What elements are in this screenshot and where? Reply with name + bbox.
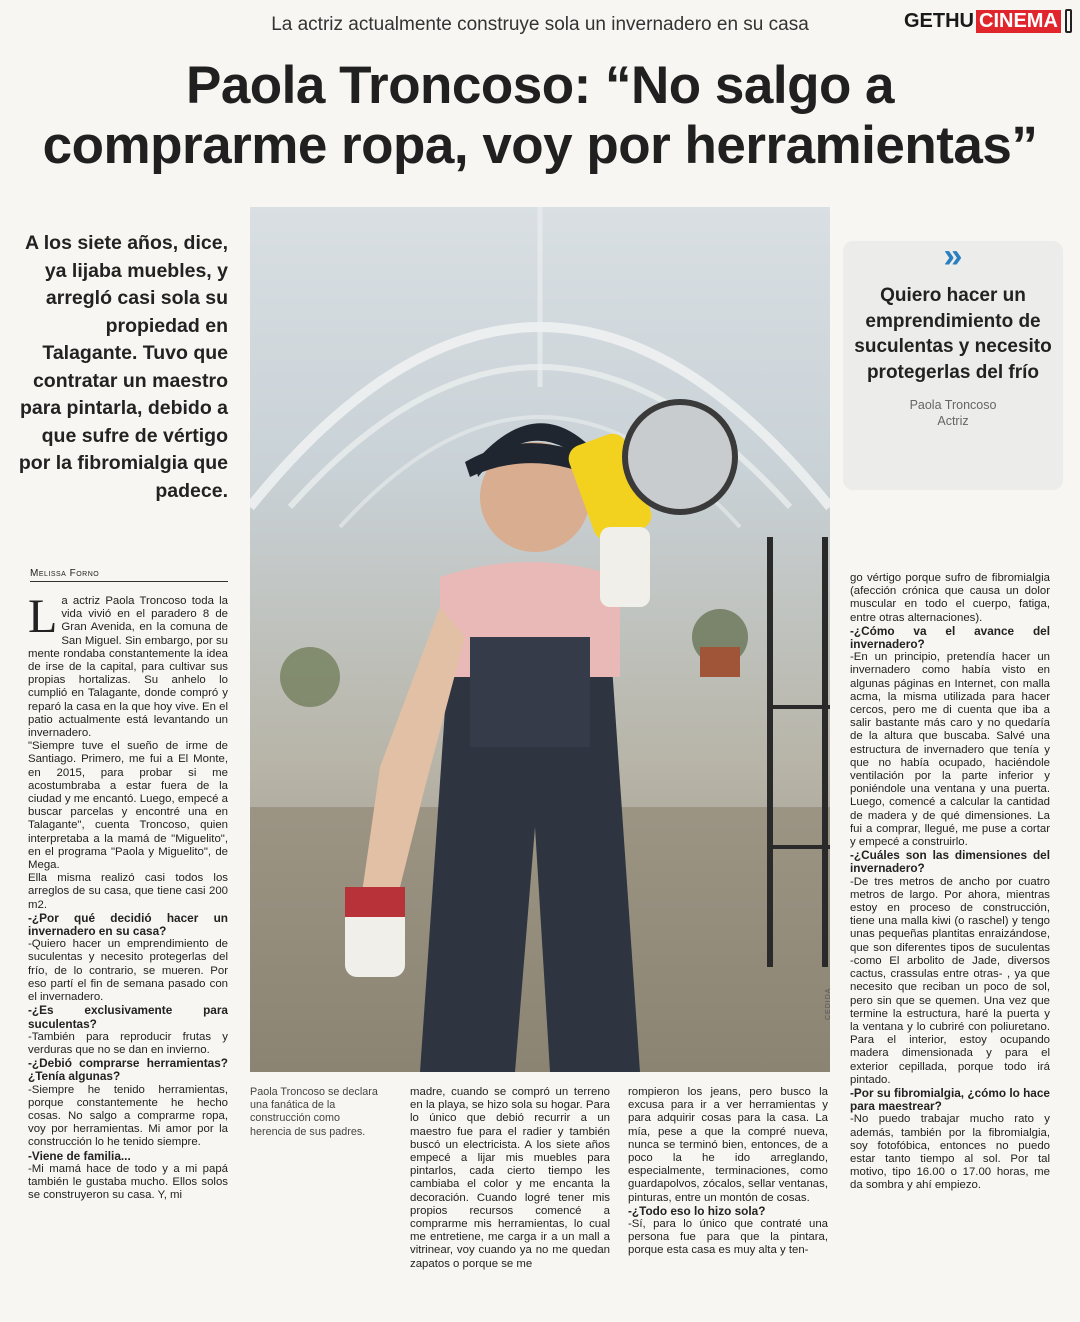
article-column-4 bbox=[850, 572, 1050, 1193]
film-icon bbox=[1065, 9, 1072, 33]
chevron-right-icon: » bbox=[943, 237, 963, 275]
photo-illustration bbox=[250, 207, 830, 1072]
article-paragraph: -En un principio, pretendía hacer un invernadero como había visto en algunas páginas en Internet, con malla acma, la misma utilizada para hacer cercos, pero me di cuenta que iba a salir bastante más caro y no quedaría de la altura que buscaba. Salvé una estructura de invernadero que tenía y que no había ocupado, haciéndole ventilación por la parte inferior y poniéndole una ventana y una puerta. Luego, comencé a calcular la cantidad de madera y de qué dimensiones. La fui a comprar, llegué, me puse a cortar y empecé a construirlo. bbox=[850, 651, 1050, 849]
pull-quote-role: Actriz bbox=[937, 414, 969, 428]
pull-quote-name: Paola Troncoso bbox=[909, 398, 997, 412]
headline-line2: comprarme ropa, voy por herramientas” bbox=[42, 116, 1038, 175]
article-column-2 bbox=[410, 1086, 610, 1271]
article-column-1 bbox=[28, 590, 228, 1202]
article-photo bbox=[250, 207, 830, 1072]
article-paragraph: go vértigo porque sufro de fibromialgia (afección crónica que causa un dolor muscular en todo el cuerpo, fatiga, entre otras alternaciones). bbox=[850, 572, 1050, 624]
article-paragraph: -También para reproducir frutas y verduras que no se dan en invierno. bbox=[28, 1030, 228, 1056]
byline: Melissa Forno bbox=[30, 568, 228, 582]
article-paragraph: -Sí, para lo único que contraté una persona fue para que la pintara, porque esta casa es muy alta y ten- bbox=[628, 1218, 828, 1257]
pull-quote-text: Quiero hacer un emprendimiento de suculentas y necesito protegerlas del frío bbox=[854, 285, 1052, 383]
kicker: La actriz actualmente construye sola un invernadero en su casa bbox=[271, 14, 809, 35]
headline bbox=[20, 56, 1060, 176]
deck: A los siete años, dice, ya lijaba muebles, y arregló casi sola su propiedad en Talagante. Tuvo que contratar un maestro para pintarla, debido a que sufre de vértigo por la fibromialgia que padece. bbox=[18, 232, 228, 502]
interview-question: -¿Por qué decidió hacer un invernadero en su casa? bbox=[28, 910, 228, 939]
photo-credit: CEDIDA bbox=[825, 987, 832, 1020]
article-paragraph: -Mi mamá hace de todo y a mi papá también le gustaba mucho. Ellos solos se construyeron su casa. Y, mi bbox=[28, 1162, 228, 1202]
watermark-logo bbox=[904, 6, 1072, 36]
article-paragraph: -No puedo trabajar mucho rato y además, también por la fibromialgia, soy fotofóbica, entonces no puedo estar tanto tiempo al sol. Por tal motivo, tipo 16.00 o 17.00 horas, me da sombra y ahí empiezo. bbox=[850, 1113, 1050, 1192]
interview-question: -¿Todo eso lo hizo sola? bbox=[628, 1203, 766, 1218]
article-column-3 bbox=[628, 1086, 828, 1258]
interview-question: -Por su fibromialgia, ¿cómo lo hace para maestrear? bbox=[850, 1085, 1050, 1114]
article-paragraph: madre, cuando se compró un terreno en la playa, se hizo sola su hogar. Para lo único que debió recurrir a un maestro fue para el radier y también buscó un electricista. A los siete años empecé a lijar mis muebles para pintarlos, cada cierto tiempo les cambiaba el color y me encanta la decoración. Cuando logré tener mis propios recursos comencé a comprarme mis herramientas, lo cual me entretiene, me carga ir a un mall a vitrinear, voy cuando ya no me quedan zapatos o porque se me bbox=[410, 1086, 610, 1270]
pull-quote bbox=[843, 237, 1063, 490]
interview-question: -Viene de familia... bbox=[28, 1148, 131, 1163]
dropcap: L bbox=[28, 590, 58, 643]
headline-line1: Paola Troncoso: “No salgo a bbox=[185, 56, 895, 115]
interview-question: -¿Cómo va el avance del invernadero? bbox=[850, 623, 1050, 652]
article-paragraph: "Siempre tuve el sueño de irme de Santiago. Primero, me fui a El Monte, en 2015, para probar si me acostumbraba a estar fuera de la ciudad y me encantó. Luego, empecé a buscar parcelas y encontré una en Talagante", cuenta Troncoso, quien interpretaba a la mamá de "Miguelito", en el programa "Paola y Miguelito", de Mega. bbox=[28, 740, 228, 872]
photo-caption: Paola Troncoso se declara una fanática de la construcción como herencia de sus padres. bbox=[250, 1086, 378, 1138]
article-paragraph: Ella misma realizó casi todos los arreglos de su casa, que tiene casi 200 m2. bbox=[28, 872, 228, 911]
article-paragraph: -Quiero hacer un emprendimiento de suculentas y necesito protegerlas del frío, de lo contrario, se mueren. Por eso partí el fin de semana pasado con el invernadero. bbox=[28, 938, 228, 1004]
logo-part2: CINEMA bbox=[976, 10, 1061, 33]
interview-question: -¿Es exclusivamente para suculentas? bbox=[28, 1003, 228, 1031]
article-paragraph: -De tres metros de ancho por cuatro metros de largo. Por ahora, mientras estoy en proceso de construcción, tiene una malla kiwi (o raschel) y tengo unas pequeñas plantitas enraizándose, que son diferentes tipos de suculentas -como El arbolito de Jade, diversos cactus, crassulas entre otras- , ya que necesito que reciban un poco de sol, pero sin que se quemen. Una vez que termine la estructura, haré la puerta y la ventana y lo cubriré con poliuretano. Para el interior, estoy ocupando madera dimensionada y para el exterior cepillada, porque todo irá pintado. bbox=[850, 875, 1050, 1086]
article-paragraph: -Siempre he tenido herramientas, porque constantemente he hecho cosas. No salgo a comprarme ropa, voy por herramientas. Mi amor por la construcción lo he tenido siempre. bbox=[28, 1083, 228, 1149]
article-paragraph: rompieron los jeans, pero busco la excusa para ir a ver herramientas y para adquirir cosas para la casa. La mía, pese a que la compré nueva, nunca se terminó bien, entonces, de a poco la he ido arreglando, especialmente, terminaciones, como guardapolvos, zócalos, sellar ventanas, pinturas, entre un montón de cosas. bbox=[628, 1086, 828, 1204]
interview-question: -¿Debió comprarse herramientas? ¿Tenía algunas? bbox=[28, 1056, 228, 1084]
interview-question: -¿Cuáles son las dimensiones del invernadero? bbox=[850, 848, 1050, 876]
logo-part1: GETHU bbox=[904, 9, 974, 32]
article-paragraph: a actriz Paola Troncoso toda la vida vivió en el paradero 8 de Gran Avenida, en la comuna de San Miguel. Sin embargo, por su mente rondaba constantemente la idea de irse de la capital, para cultivar sus propias hortalizas. Su anhelo lo cumplió en Talagante, donde compró y reparó la casa en la que hoy vive. En el patio actualmente está levantando un invernadero. bbox=[28, 595, 228, 740]
